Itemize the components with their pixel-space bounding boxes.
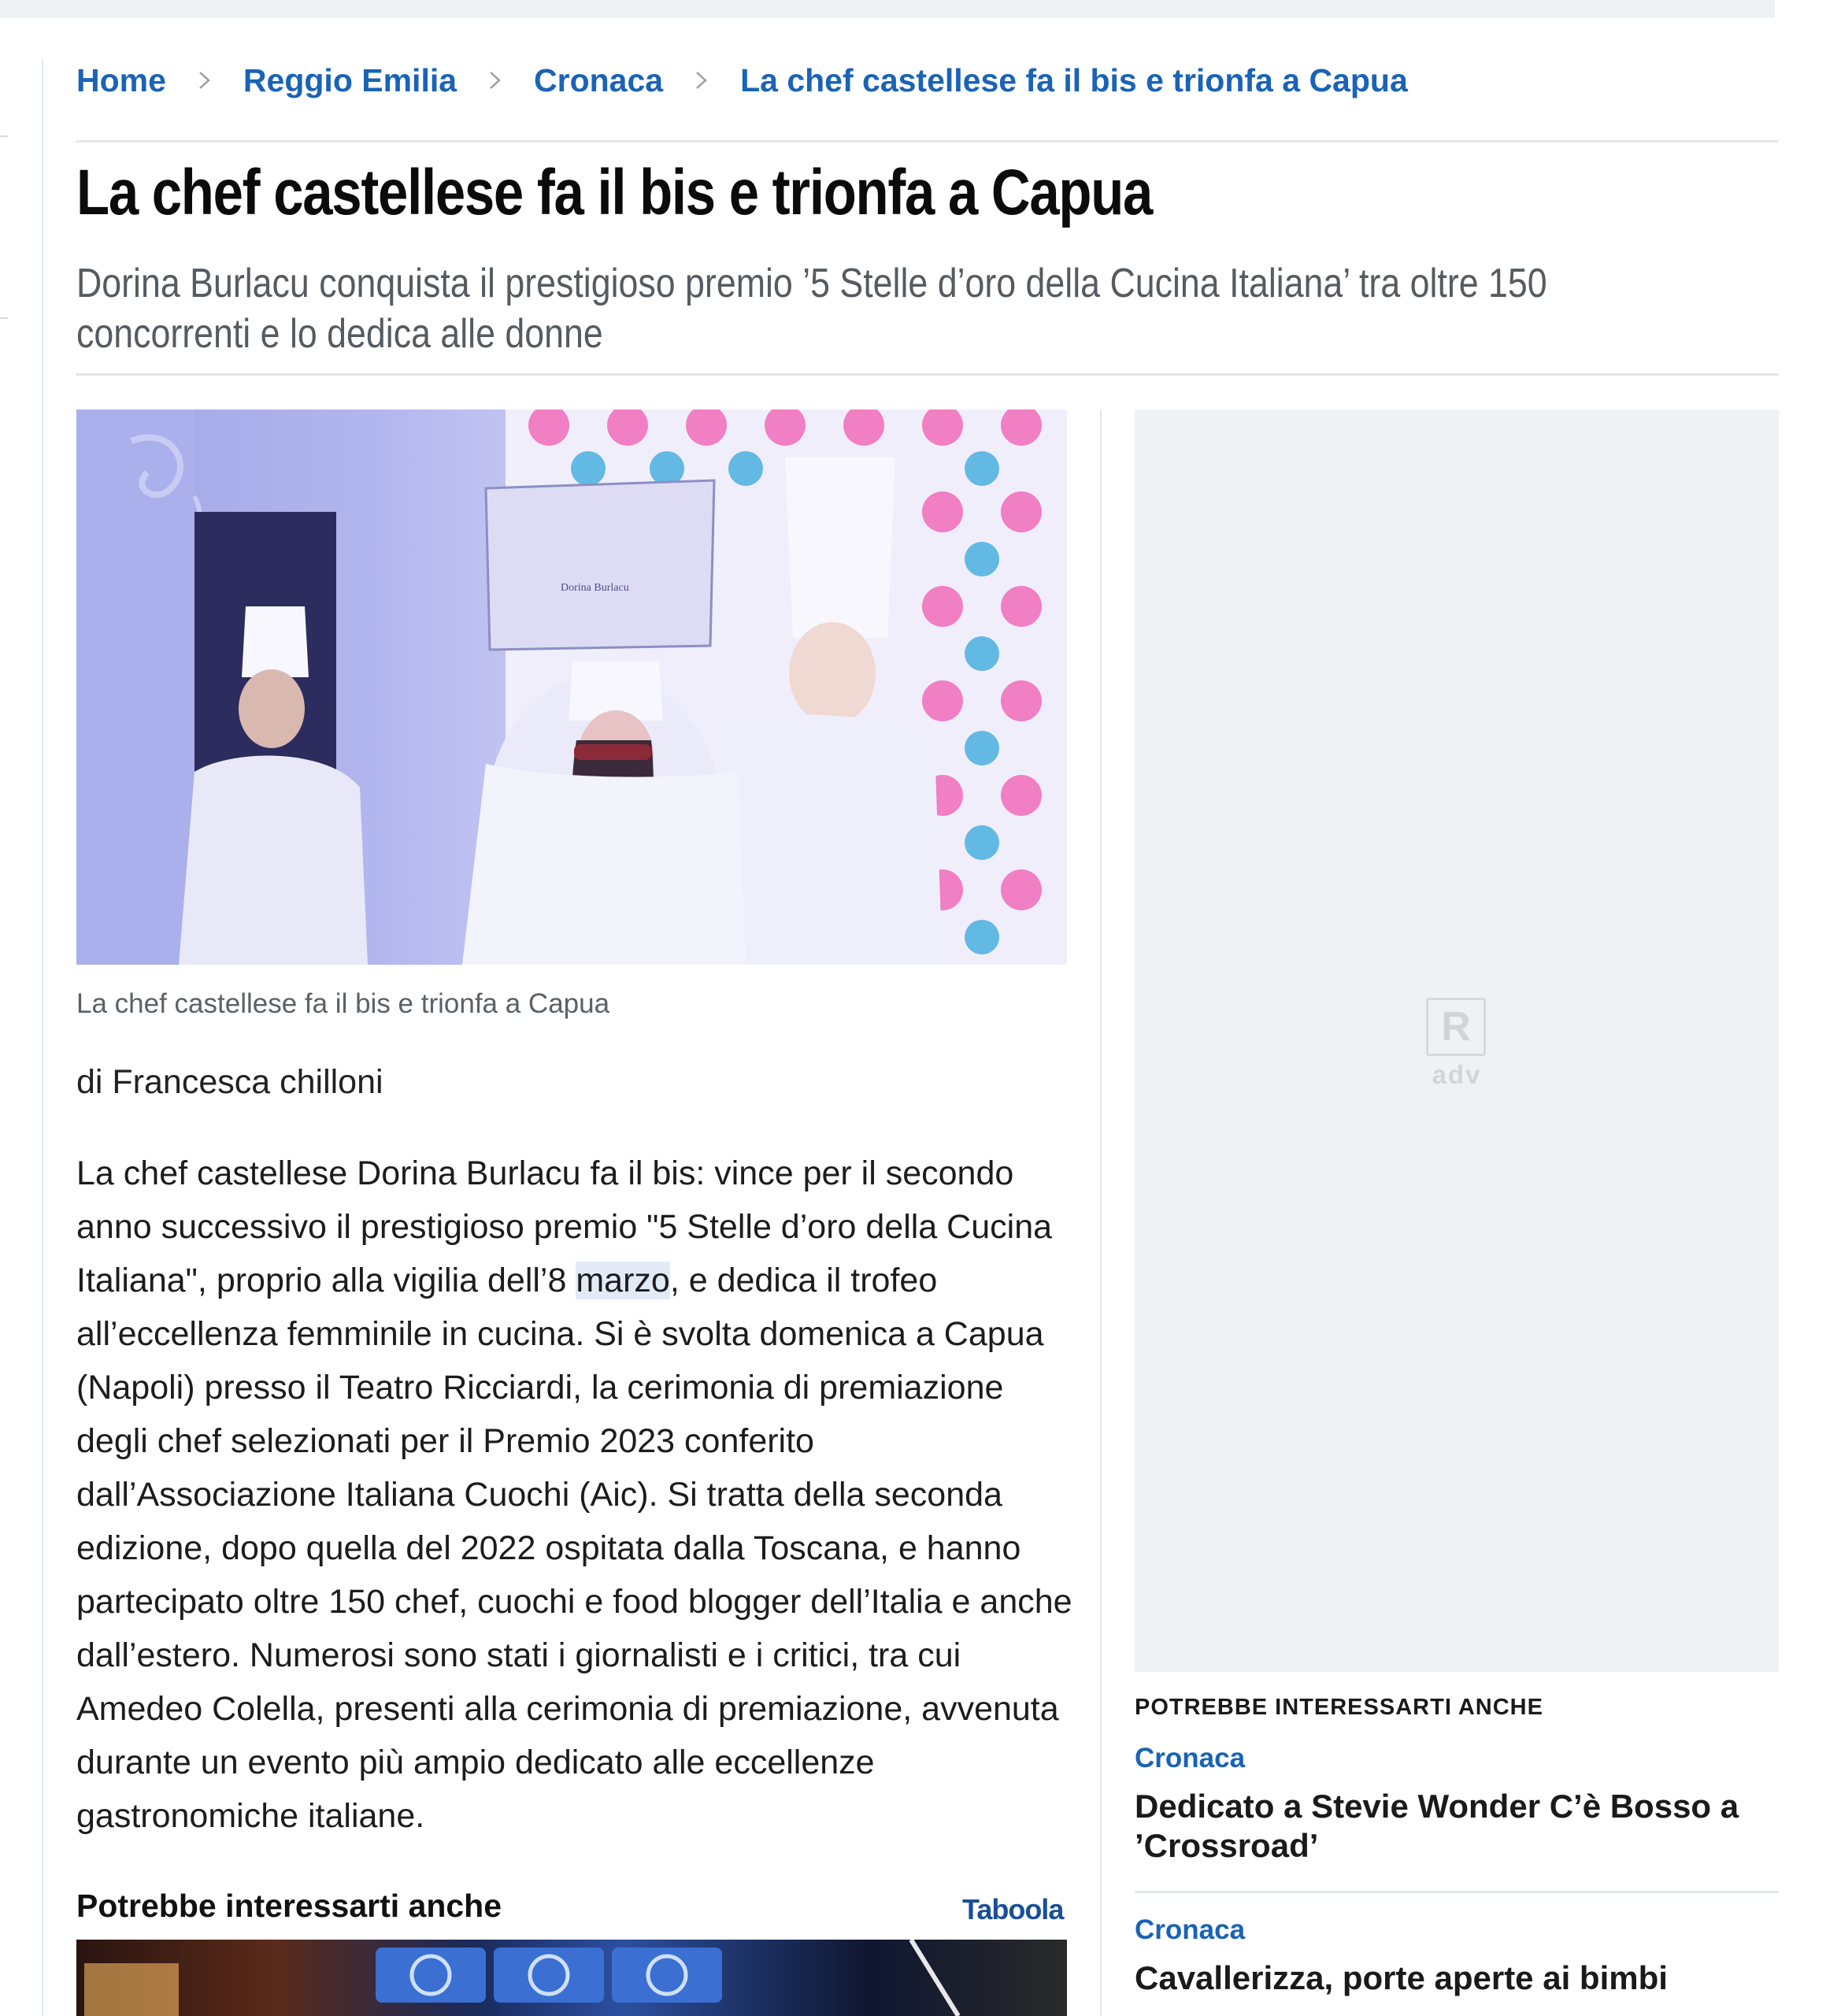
certificate-name: Dorina Burlacu xyxy=(561,582,629,594)
top-bar xyxy=(0,0,1775,18)
breadcrumb-home[interactable]: Home xyxy=(76,61,166,98)
sidebar-heading: POTREBBE INTERESSARTI ANCHE xyxy=(1135,1695,1543,1720)
divider xyxy=(76,140,1779,143)
chevron-right-icon xyxy=(487,68,504,93)
article-subtitle: Dorina Burlacu conquista il prestigioso premio ’5 Stelle d’oro della Cucina Italiana’ tra oltre 150 concorrenti e lo dedica alle donne xyxy=(76,261,1547,357)
edge-tick xyxy=(0,135,8,137)
body-text-segment: , e dedica il trofeo all’eccellenza femminile in cucina. Si è svolta domenica a Capua (Napoli) presso il Teatro Ricciardi, la cerimonia di premiazione degli chef selezionati per il Premio 2023 conferito dall’Associazione Italiana Cuochi (Aic). Si tratta della seconda edizione, dopo quella del 2022 ospitata dalla Toscana, e hanno partecipato oltre 150 chef, cuochi e food blogger dell’Italia e anche dall’estero. Numerosi sono stati i giornalisti e i critici, tra cui Amedeo Colella, presenti alla cerimonia di premiazione, avvenuta durante un evento più ampio dedicato alle eccellenze gastronomiche italiane. xyxy=(76,1262,1072,1835)
sidebar-related-item[interactable] xyxy=(1135,1743,1779,1866)
adv-label: adv xyxy=(1432,1060,1482,1089)
breadcrumb-current-article[interactable]: La chef castellese fa il bis e trionfa a Capua xyxy=(740,61,1408,98)
highlighted-link[interactable]: marzo xyxy=(576,1262,670,1299)
related-item-category[interactable]: Cronaca xyxy=(1135,1914,1246,1945)
breadcrumb-reggio-emilia[interactable]: Reggio Emilia xyxy=(243,61,457,98)
related-item-headline[interactable]: Dedicato a Stevie Wonder C’è Bosso a ’Crossroad’ xyxy=(1135,1788,1739,1864)
article-hero-image[interactable] xyxy=(76,410,1067,965)
breadcrumb-cronaca[interactable]: Cronaca xyxy=(534,61,664,98)
related-item-headline[interactable]: Cavallerizza, porte aperte ai bimbi xyxy=(1135,1959,1668,1996)
edge-tick xyxy=(0,317,8,319)
recommendations-title: Potrebbe interessarti anche xyxy=(76,1888,502,1924)
related-item-category[interactable]: Cronaca xyxy=(1135,1743,1246,1773)
breadcrumb xyxy=(76,54,1408,107)
adv-logo-icon: R xyxy=(1426,998,1486,1056)
sidebar-related-item[interactable] xyxy=(1135,1914,1779,1998)
chevron-right-icon xyxy=(693,68,710,93)
article-title: La chef castellese fa il bis e trionfa a Capua xyxy=(76,157,1153,228)
advertisement-slot[interactable] xyxy=(1135,410,1779,1672)
article-body xyxy=(76,1147,1076,1843)
taboola-logo[interactable]: Taboola xyxy=(962,1893,1064,1925)
recommendation-thumbnail[interactable] xyxy=(76,1940,1067,2016)
image-caption: La chef castellese fa il bis e trionfa a Capua xyxy=(76,988,610,1019)
chevron-right-icon xyxy=(196,68,213,93)
left-border xyxy=(42,59,43,2016)
column-divider xyxy=(1100,410,1102,2016)
divider xyxy=(1135,1891,1779,1893)
article-byline: di Francesca chilloni xyxy=(76,1063,383,1101)
body-text-segment: La chef castellese Dorina Burlacu fa il bis: vince per il secondo anno successivo il prestigioso premio "5 Stelle d’oro della Cucina Italiana", proprio alla vigilia dell’8 xyxy=(76,1154,1053,1299)
divider xyxy=(76,373,1779,376)
